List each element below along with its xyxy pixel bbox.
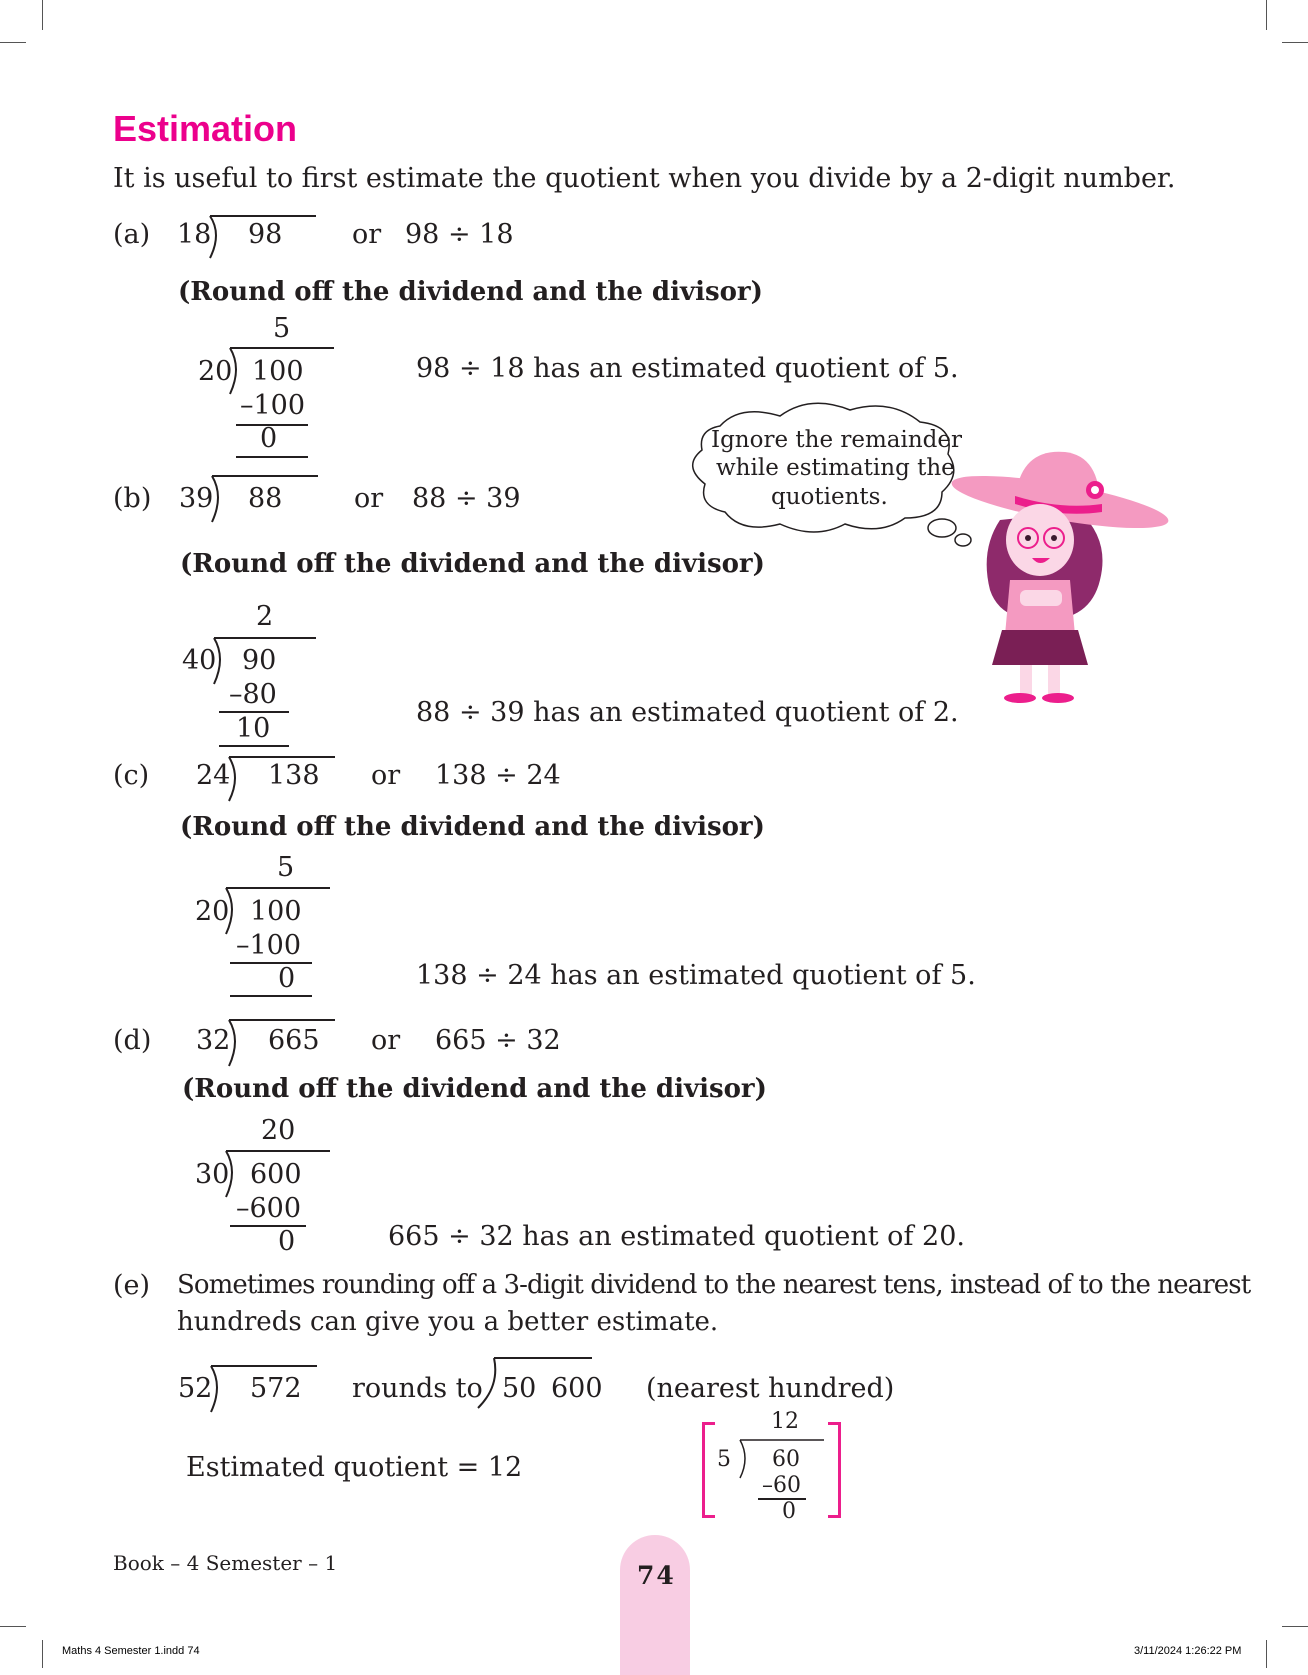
remainder: 0 [278,1226,296,1257]
round-note: (Round off the dividend and the divisor) [180,549,765,579]
box-divisor: 5 [717,1447,731,1472]
quotient: 5 [277,852,295,883]
division-expression: 98 ÷ 18 [405,219,514,250]
quotient: 2 [256,601,274,632]
subtraction-line [230,962,312,964]
crop-mark [42,0,43,30]
section-title: Estimation [113,108,298,149]
rounded-dividend: 90 [242,645,277,676]
division-expression: 138 ÷ 24 [435,760,561,791]
or-word: or [371,1025,401,1056]
divisor: 18 [177,219,212,250]
dividend: 665 [268,1025,320,1056]
subtraction: –100 [236,930,302,961]
estimated-quotient-text: Estimated quotient = 12 [186,1452,523,1483]
division-expression: 88 ÷ 39 [412,483,521,514]
divisor: 52 [178,1373,213,1404]
result-text: 665 ÷ 32 has an estimated quotient of 20. [388,1221,965,1252]
rounded-dividend: 600 [250,1159,302,1190]
crop-mark [1266,1640,1267,1668]
problem-label: (d) [113,1025,152,1056]
box-remainder: 0 [782,1499,796,1524]
subtraction-line [236,456,308,458]
rounded-divisor: 40 [182,645,217,676]
round-note: (Round off the dividend and the divisor) [180,812,765,842]
dividend: 138 [268,760,320,791]
dividend: 88 [248,483,283,514]
crop-mark [42,1640,43,1668]
page-number-tab [620,1535,690,1675]
remainder: 0 [260,423,278,454]
rounded-divisor: 30 [195,1159,230,1190]
divisor: 32 [196,1025,231,1056]
left-bracket [702,1422,715,1518]
file-name: Maths 4 Semester 1.indd 74 [62,1645,200,1657]
subtraction-line [230,995,312,997]
round-note: (Round off the dividend and the divisor) [178,277,763,307]
or-word: or [354,483,384,514]
rounded-divisor: 20 [198,356,233,387]
subtraction: –80 [229,679,277,710]
subtraction: –100 [240,390,306,421]
timestamp: 3/11/2024 1:26:22 PM [1134,1645,1242,1657]
divisor: 39 [179,483,214,514]
rounds-to-text: rounds to [352,1373,483,1404]
result-text: 138 ÷ 24 has an estimated quotient of 5. [416,960,976,991]
dividend: 572 [250,1373,302,1404]
result-text: 88 ÷ 39 has an estimated quotient of 2. [416,697,959,728]
round-note: (Round off the dividend and the divisor) [182,1074,767,1104]
right-bracket [828,1422,841,1518]
thought-bubble-line: Ignore the remainder [711,427,962,453]
problem-label: (b) [113,483,152,514]
problem-label: (e) [113,1270,151,1301]
division-expression: 665 ÷ 32 [435,1025,561,1056]
box-subtraction: –60 [762,1473,801,1498]
intro-text: It is useful to first estimate the quotient when you divide by a 2-digit number. [113,163,1176,194]
dividend: 98 [248,219,283,250]
crop-mark [1266,0,1267,30]
book-semester-label: Book – 4 Semester – 1 [113,1551,338,1575]
box-quotient: 12 [771,1409,799,1434]
crop-mark [1282,42,1308,43]
rounded-divisor: 50 [502,1373,537,1404]
crop-mark [1282,1626,1308,1627]
rounded-dividend: 100 [252,356,304,387]
remainder: 10 [236,713,271,744]
rounded-dividend: 100 [250,896,302,927]
girl-character-illustration [960,440,1170,710]
remainder: 0 [278,963,296,994]
subtraction-line [219,745,289,747]
problem-label: (a) [113,219,151,250]
divisor: 24 [196,760,231,791]
explanation-line: Sometimes rounding off a 3-digit dividend to the nearest tens, instead of to the nearest [177,1270,1251,1300]
thought-bubble-line: while estimating the [716,455,955,481]
crop-mark [0,1626,26,1627]
nearest-hundred-note: (nearest hundred) [646,1373,895,1404]
rounded-divisor: 20 [195,896,230,927]
thought-bubble-line: quotients. [771,484,888,510]
subtraction: –600 [236,1193,302,1224]
problem-label: (c) [113,760,150,791]
quotient: 20 [261,1115,296,1146]
quotient: 5 [273,313,291,344]
rounded-dividend: 600 [551,1373,603,1404]
result-text: 98 ÷ 18 has an estimated quotient of 5. [416,353,959,384]
page-number: 74 [637,1561,676,1590]
or-word: or [371,760,401,791]
or-word: or [352,219,382,250]
explanation-line: hundreds can give you a better estimate. [177,1307,719,1337]
crop-mark [0,42,26,43]
box-dividend: 60 [772,1447,800,1472]
